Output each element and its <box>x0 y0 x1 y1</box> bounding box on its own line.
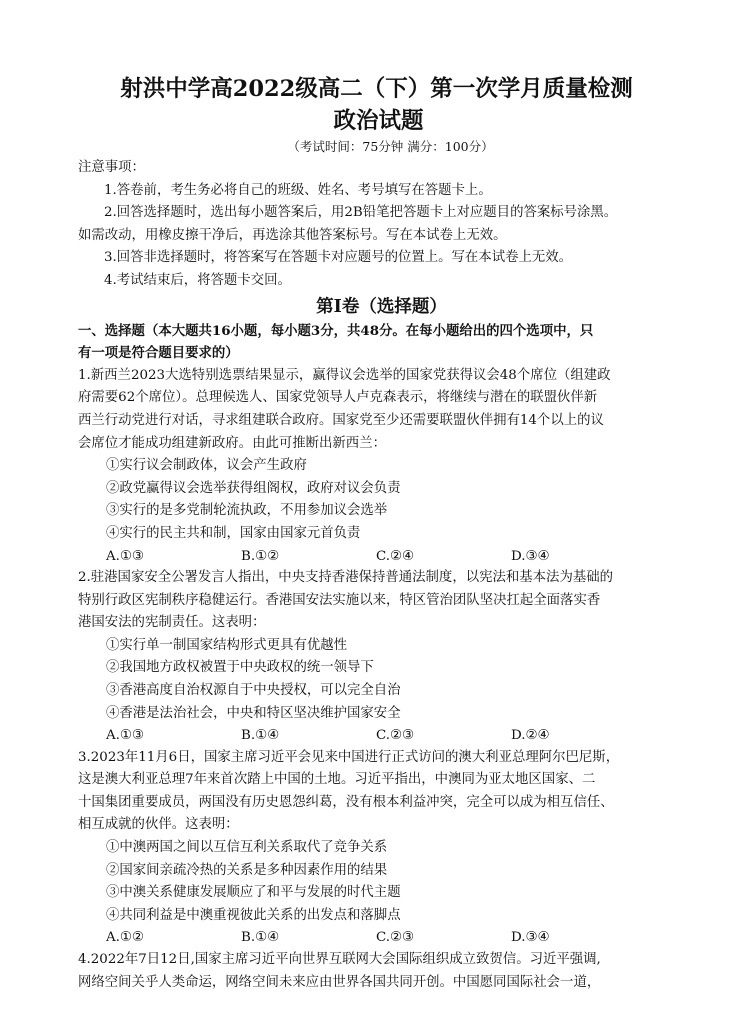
question-option: ①实行单一制国家结构形式更具有优越性 <box>106 637 348 653</box>
question-option: ④实行的民主共和制，国家由国家元首负责 <box>106 525 361 541</box>
answer-d: D.②④ <box>511 728 550 744</box>
notice-item: 1.答卷前，考生务必将自己的班级、姓名、考号填写在答题卡上。 <box>104 182 492 198</box>
question-text: 西兰行动党进行对话，寻求组建联合政府。国家党至少还需要联盟伙伴拥有14个以上的议 <box>78 412 604 428</box>
question-option: ②政党赢得议会选举获得组阁权，政府对议会负责 <box>106 480 401 496</box>
question-text: 这是澳大利亚总理7年来首次踏上中国的土地。习近平指出，中澳同为亚太地区国家、二 <box>78 772 596 788</box>
answer-d: D.③④ <box>511 930 550 946</box>
question-option: ③实行的是多党制轮流执政，不用参加议会选举 <box>106 503 388 519</box>
section-instruction: 有一项是符合题目要求的） <box>78 345 239 362</box>
notice-heading: 注意事项： <box>78 160 145 175</box>
question-option: ②我国地方政权被置于中央政权的统一领导下 <box>106 660 374 676</box>
question-option: ④香港是法治社会，中央和特区坚决维护国家安全 <box>106 705 401 721</box>
notice-item: 4.考试结束后，将答题卡交回。 <box>104 272 291 288</box>
question-2 <box>78 567 679 747</box>
notice-item: 如需改动，用橡皮擦干净后，再选涂其他答案标号。写在本试卷上无效。 <box>78 227 507 243</box>
exam-title: 射洪中学高2022级高二（下）第一次学月质量检测 <box>120 76 633 102</box>
answer-choices <box>78 546 679 568</box>
answer-choices <box>78 725 679 747</box>
question-text: 3.2023年11月6日，国家主席习近平会见来中国进行正式访问的澳大利亚总理阿尔巴尼斯， <box>78 749 620 765</box>
question-option: ④共同利益是中澳重视彼此关系的出发点和落脚点 <box>106 907 401 923</box>
answer-a: A.①③ <box>106 548 144 564</box>
answer-choices <box>78 927 679 949</box>
answer-a: A.①② <box>106 930 144 946</box>
answer-b: B.①④ <box>241 728 280 744</box>
answer-b: B.①④ <box>241 930 280 946</box>
notice-item: 3.回答非选择题时，将答案写在答题卡对应题号的位置上。写在本试卷上无效。 <box>104 250 573 266</box>
notice-item: 2.回答选择题时，选出每小题答案后，用2B铅笔把答题卡上对应题目的答案标号涂黑。 <box>104 205 618 221</box>
exam-subtitle: 政治试题 <box>333 108 424 134</box>
question-option: ②国家间亲疏冷热的关系是多种因素作用的结果 <box>106 862 388 878</box>
answer-c: C.②③ <box>376 930 415 946</box>
question-text: 十国集团重要成员，两国没有历史恩怨纠葛，没有根本利益冲突，完全可以成为相互信任、 <box>78 794 614 810</box>
question-option: ③香港高度自治权源自于中央授权，可以完全自治 <box>106 682 401 698</box>
notice-block <box>78 157 679 293</box>
question-text: 网络空间关乎人类命运，网络空间未来应由世界各国共同开创。中国愿同国际社会一道， <box>78 974 601 990</box>
question-3 <box>78 747 679 949</box>
question-text: 2.驻港国家安全公署发言人指出，中央支持香港保持普通法制度，以宪法和基本法为基础的 <box>78 570 614 585</box>
question-text: 港国安法的宪制责任。这表明： <box>78 615 266 631</box>
exam-info: （考试时间：75分钟 满分：100分） <box>287 139 494 154</box>
question-text: 1.新西兰2023大选特别选票结果显示，赢得议会选举的国家党获得议会48个席位（组建政 <box>78 367 611 383</box>
question-option: ③中澳关系健康发展顺应了和平与发展的时代主题 <box>106 885 401 901</box>
question-text: 相互成就的伙伴。这表明： <box>78 817 239 833</box>
answer-a: A.①③ <box>106 728 144 744</box>
question-text: 特别行政区宪制秩序稳健运行。香港国安法实施以来，特区管治团队坚决扛起全面落实香 <box>78 592 601 608</box>
question-option: ①中澳两国之间以互信互利关系取代了竞争关系 <box>106 840 388 856</box>
question-option: ①实行议会制政体，议会产生政府 <box>106 458 307 474</box>
answer-c: C.②④ <box>376 548 415 564</box>
answer-b: B.①② <box>241 548 280 564</box>
question-4 <box>78 949 679 994</box>
answer-c: C.②③ <box>376 728 415 744</box>
section-instruction: 一、选择题（本大题共16小题，每小题3分，共48分。在每小题给出的四个选项中，只 <box>78 322 594 339</box>
question-1 <box>78 365 679 567</box>
answer-d: D.③④ <box>511 548 550 564</box>
question-text: 4.2022年7日12日,国家主席习近平向世界互联网大会国际组织成立致贺信。习近平强调, <box>78 951 601 967</box>
question-text: 会席位才能成功组建新政府。由此可推断出新西兰： <box>78 435 386 451</box>
question-text: 府需要62个席位）。总理候选人、国家党领导人卢克森表示，将继续与潜在的联盟伙伴新 <box>78 390 598 406</box>
section-title: 第Ⅰ卷（选择题） <box>316 296 447 317</box>
